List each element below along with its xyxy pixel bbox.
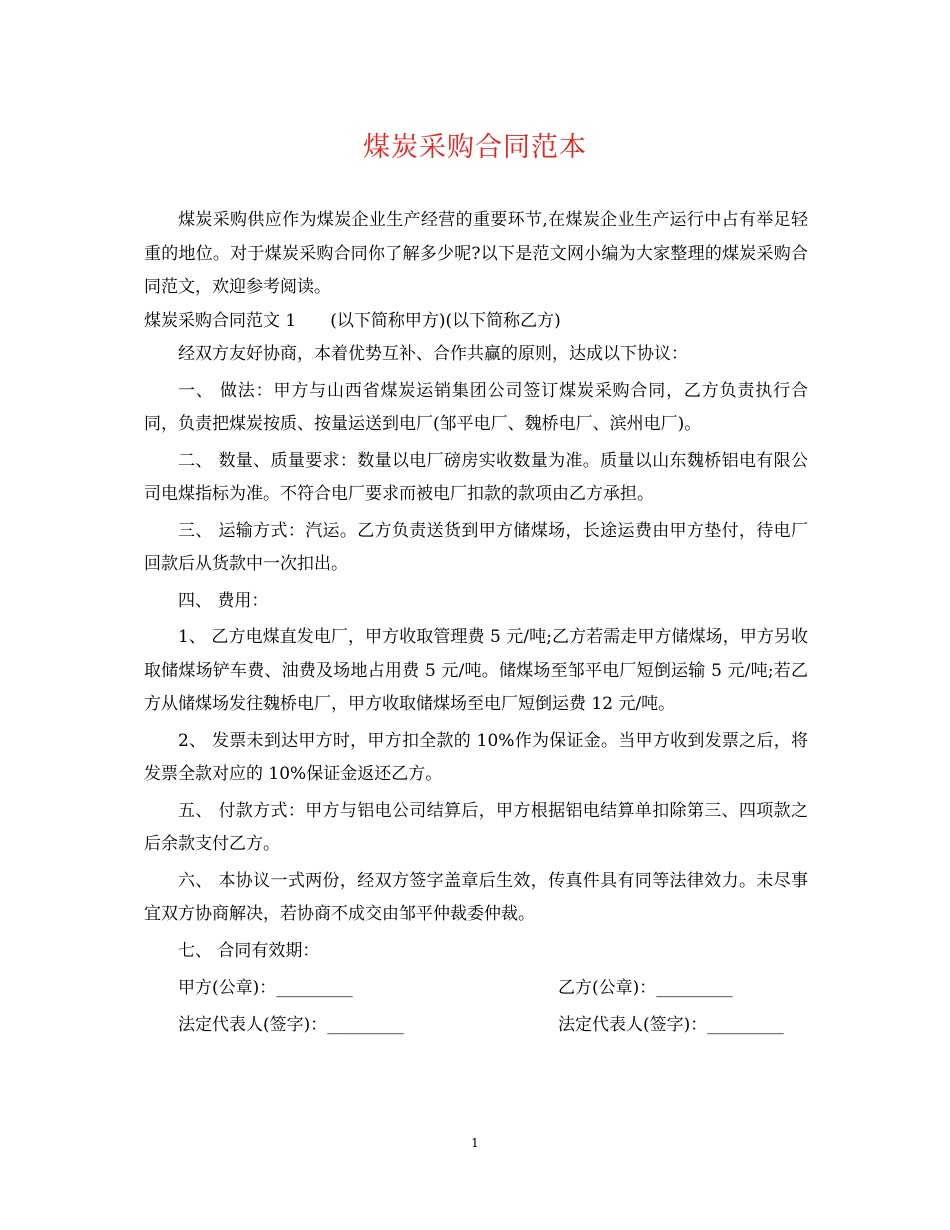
- party-b-representative-field: 法定代表人(签字)：_________: [558, 1014, 784, 1035]
- clause-4-item-2: 2、 发票未到达甲方时，甲方扣全款的 10%作为保证金。当甲方收到发票之后，将发票全款对应的 10%保证金返还乙方。: [144, 730, 808, 784]
- contract-heading: 煤炭采购合同范文 1 (以下简称甲方)(以下简称乙方): [144, 310, 561, 331]
- party-b-seal-field: 乙方(公章)：_________: [558, 977, 733, 998]
- preamble-paragraph: 经双方友好协商，本着优势互补、合作共赢的原则，达成以下协议：: [178, 344, 688, 364]
- document-body: [144, 204, 808, 1044]
- page-number: 1: [471, 1136, 479, 1150]
- clause-3: 三、 运输方式：汽运。乙方负责送货到甲方储煤场，长途运费由甲方垫付，待电厂回款后从货款中一次扣出。: [144, 520, 808, 574]
- clause-6: 六、 本协议一式两份，经双方签字盖章后生效，传真件具有同等法律效力。未尽事宜双方协商解决，若协商不成交由邹平仲裁委仲裁。: [144, 870, 808, 924]
- clause-5: 五、 付款方式：甲方与铝电公司结算后，甲方根据铝电结算单扣除第三、四项款之后余款支付乙方。: [144, 800, 808, 854]
- party-a-seal-field: 甲方(公章)：_________: [178, 977, 353, 998]
- intro-paragraph: 煤炭采购供应作为煤炭企业生产经营的重要环节,在煤炭企业生产运行中占有举足轻重的地位。对于煤炭采购合同你了解多少呢?以下是范文网小编为大家整理的煤炭采购合同范文，欢迎参考阅读。: [144, 210, 808, 297]
- signature-block: [144, 970, 808, 1044]
- clause-7: 七、 合同有效期：: [178, 940, 320, 961]
- party-a-representative-field: 法定代表人(签字)：_________: [178, 1014, 404, 1035]
- document-title: 煤炭采购合同范本: [363, 132, 587, 163]
- clause-4: 四、 费用：: [178, 590, 269, 611]
- clause-2: 二、 数量、质量要求：数量以电厂磅房实收数量为准。质量以山东魏桥铝电有限公司电煤指标为准。不符合电厂要求而被电厂扣款的款项由乙方承担。: [144, 450, 808, 504]
- signature-row-representative: [144, 1007, 808, 1044]
- signature-row-seal: [144, 970, 808, 1007]
- clause-1: 一、 做法：甲方与山西省煤炭运销集团公司签订煤炭采购合同，乙方负责执行合同，负责把煤炭按质、按量运送到电厂(邹平电厂、魏桥电厂、滨州电厂)。: [144, 380, 808, 434]
- clause-4-item-1: 1、 乙方电煤直发电厂，甲方收取管理费 5 元/吨;乙方若需走甲方储煤场，甲方另收取储煤场铲车费、油费及场地占用费 5 元/吨。储煤场至邹平电厂短倒运输 5 元/吨;若乙方从储煤场发往魏桥电厂，甲方收取储煤场至电厂短倒运费 12 元/吨。: [144, 627, 808, 714]
